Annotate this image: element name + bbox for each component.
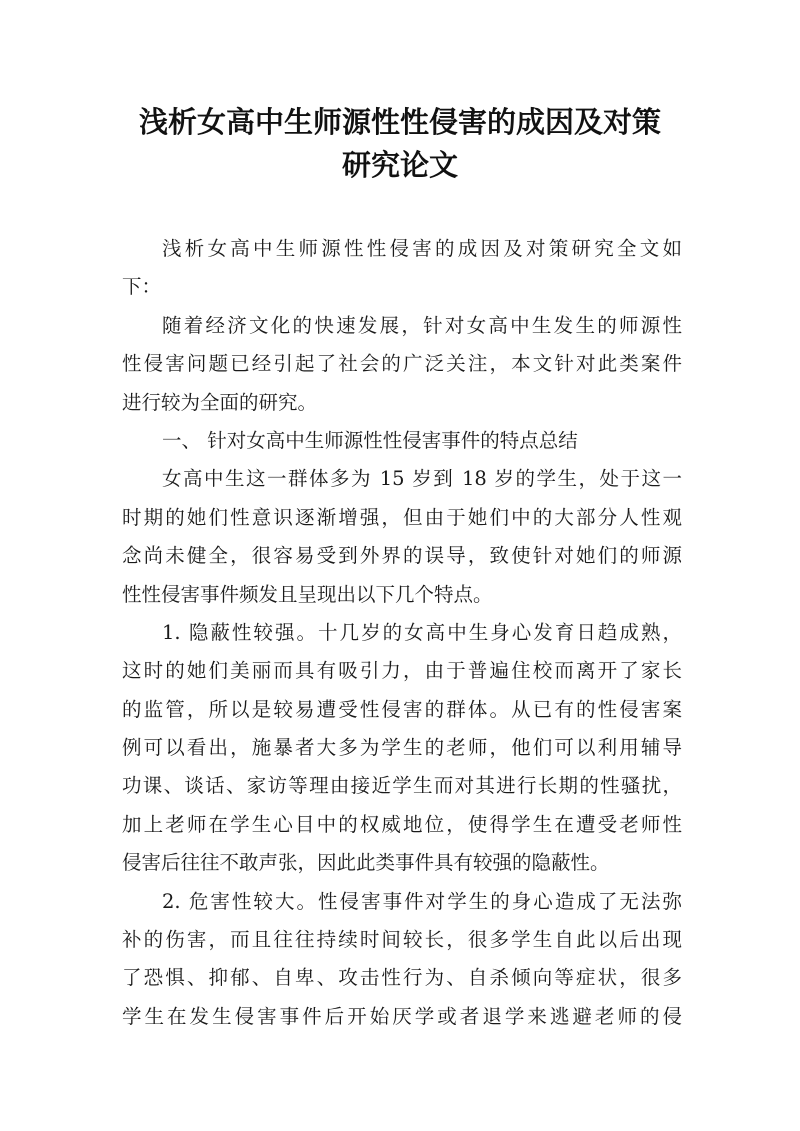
document-title-line-1: 浅析女高中生师源性性侵害的成因及对策 [138, 105, 661, 139]
body-line: 这时的她们美丽而具有吸引力，由于普遍住校而离开了家长 [122, 659, 682, 683]
body-line: 女高中生这一群体多为 15 岁到 18 岁的学生，处于这一 [162, 467, 682, 491]
body-line: 2. 危害性较大。性侵害事件对学生的身心造成了无法弥 [162, 889, 682, 913]
body-line: 念尚未健全，很容易受到外界的误导，致使针对她们的师源 [122, 544, 682, 568]
body-line: 下： [122, 275, 162, 299]
body-line: 浅析女高中生师源性性侵害的成因及对策研究全文如 [162, 237, 682, 260]
document-title-line-2: 研究论文 [341, 148, 458, 182]
body-line: 侵害后往往不敢声张，因此此类事件具有较强的隐蔽性。 [122, 851, 610, 875]
body-line: 功课、谈话、家访等理由接近学生而对其进行长期的性骚扰， [122, 774, 682, 798]
section-heading: 一、 针对女高中生师源性性侵害事件的特点总结 [162, 428, 578, 452]
body-line: 进行较为全面的研究。 [122, 390, 318, 414]
body-line: 学生在发生侵害事件后开始厌学或者退学来逃避老师的侵 [122, 1004, 682, 1028]
body-line: 了恐惧、抑郁、自卑、攻击性行为、自杀倾向等症状，很多 [122, 966, 682, 990]
document-body [122, 230, 682, 1036]
body-line: 性性侵害事件频发且呈现出以下几个特点。 [122, 582, 493, 606]
body-line: 性侵害问题已经引起了社会的广泛关注，本文针对此类案件 [122, 352, 682, 376]
body-line: 例可以看出，施暴者大多为学生的老师，他们可以利用辅导 [122, 736, 682, 760]
body-line: 补的伤害，而且往往持续时间较长，很多学生自此以后出现 [122, 928, 682, 952]
body-line: 的监管，所以是较易遭受性侵害的群体。从已有的性侵害案 [122, 697, 682, 721]
body-line: 时期的她们性意识逐渐增强，但由于她们中的大部分人性观 [122, 505, 682, 529]
body-line: 1. 隐蔽性较强。十几岁的女高中生身心发育日趋成熟， [162, 620, 682, 644]
body-line: 加上老师在学生心目中的权威地位，使得学生在遭受老师性 [122, 812, 682, 836]
body-line: 随着经济文化的快速发展，针对女高中生发生的师源性 [162, 313, 682, 337]
